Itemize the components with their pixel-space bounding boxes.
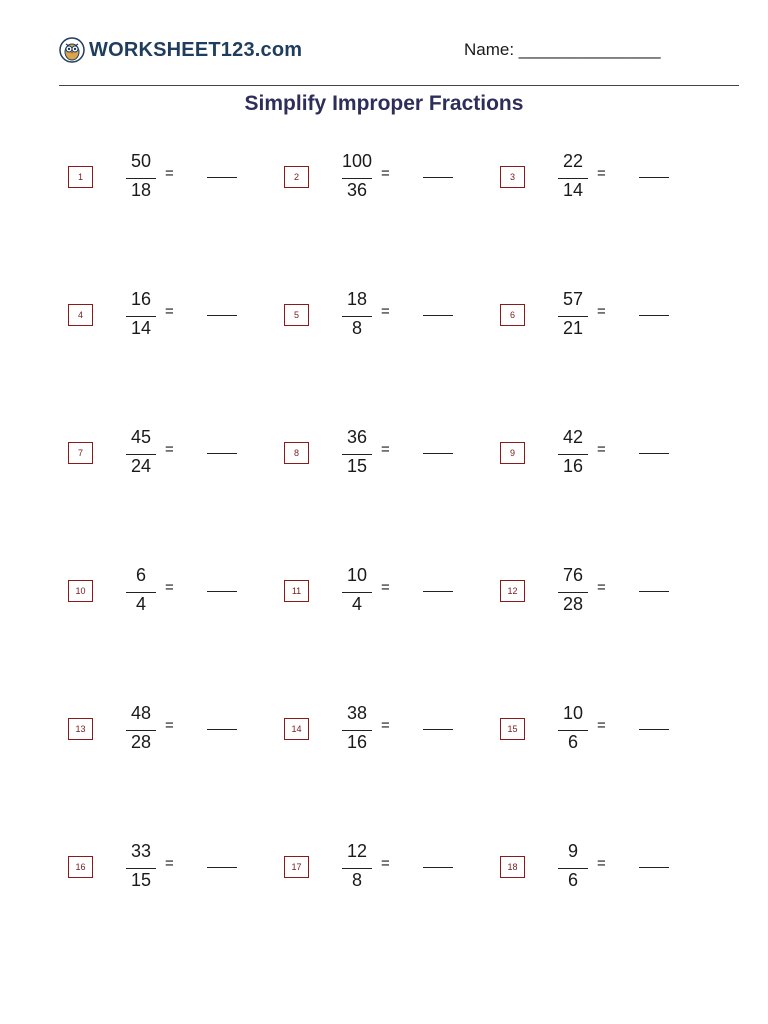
problem-item [500,286,700,346]
equals-sign: = [165,441,174,458]
equals-sign: = [597,579,606,596]
denominator: 16 [346,732,368,752]
fraction [554,562,592,622]
denominator: 36 [346,180,368,200]
numerator: 22 [562,151,584,171]
fraction [122,424,160,484]
numerator: 33 [130,841,152,861]
page-title: Simplify Improper Fractions [244,92,524,115]
denominator: 8 [351,318,362,338]
problem-item [284,148,484,208]
equals-sign: = [165,303,174,320]
problem-number: 9 [500,442,525,464]
numerator: 12 [346,841,368,861]
equals-sign: = [381,303,390,320]
logo[interactable] [59,36,302,64]
equals-sign: = [165,855,174,872]
fraction [554,700,592,760]
answer-blank[interactable] [207,867,237,868]
equals-sign: = [165,717,174,734]
logo-text: WORKSHEET123.com [89,38,303,61]
problem-item [500,700,700,760]
fraction-bar [126,178,156,179]
fraction-bar [126,730,156,731]
problem-item [500,148,700,208]
equals-sign: = [381,165,390,182]
header-divider [59,85,739,86]
owl-icon [59,37,85,63]
problem-item [284,562,484,622]
fraction-bar [342,178,372,179]
problem-number: 11 [284,580,309,602]
problem-number: 8 [284,442,309,464]
numerator: 9 [567,841,578,861]
equals-sign: = [381,717,390,734]
numerator: 10 [562,703,584,723]
answer-blank[interactable] [423,729,453,730]
denominator: 15 [346,456,368,476]
denominator: 24 [130,456,152,476]
answer-blank[interactable] [207,315,237,316]
header [59,30,739,70]
fraction-bar [342,730,372,731]
answer-blank[interactable] [423,453,453,454]
equals-sign: = [597,165,606,182]
problem-number: 14 [284,718,309,740]
equals-sign: = [597,717,606,734]
name-field: Name: _______________ [464,40,661,59]
problem-item [68,700,268,760]
fraction [122,562,160,622]
fraction-bar [558,868,588,869]
answer-blank[interactable] [207,729,237,730]
problem-number: 10 [68,580,93,602]
answer-blank[interactable] [423,315,453,316]
problem-number: 12 [500,580,525,602]
problem-item [284,838,484,898]
fraction [122,700,160,760]
numerator: 42 [562,427,584,447]
denominator: 14 [130,318,152,338]
denominator: 8 [351,870,362,890]
problem-number: 17 [284,856,309,878]
fraction-bar [342,454,372,455]
denominator: 14 [562,180,584,200]
problem-number: 7 [68,442,93,464]
answer-blank[interactable] [639,453,669,454]
numerator: 16 [130,289,152,309]
denominator: 4 [135,594,146,614]
problem-number: 18 [500,856,525,878]
fraction [338,286,376,346]
numerator: 57 [562,289,584,309]
denominator: 6 [567,870,578,890]
fraction [338,148,376,208]
equals-sign: = [165,579,174,596]
numerator: 48 [130,703,152,723]
equals-sign: = [597,855,606,872]
equals-sign: = [381,579,390,596]
problem-number: 6 [500,304,525,326]
problem-item [284,424,484,484]
answer-blank[interactable] [423,867,453,868]
fraction [122,148,160,208]
equals-sign: = [597,441,606,458]
numerator: 76 [562,565,584,585]
equals-sign: = [165,165,174,182]
numerator: 45 [130,427,152,447]
fraction [554,838,592,898]
numerator: 10 [346,565,368,585]
answer-blank[interactable] [639,729,669,730]
answer-blank[interactable] [423,177,453,178]
fraction [554,424,592,484]
problem-item [68,286,268,346]
fraction-bar [558,316,588,317]
fraction-bar [126,592,156,593]
denominator: 4 [351,594,362,614]
problem-number: 16 [68,856,93,878]
fraction [338,700,376,760]
answer-blank[interactable] [639,591,669,592]
problem-item [500,562,700,622]
problem-number: 1 [68,166,93,188]
problem-item [68,148,268,208]
fraction-bar [558,592,588,593]
fraction-bar [126,454,156,455]
denominator: 28 [562,594,584,614]
denominator: 16 [562,456,584,476]
fraction [338,424,376,484]
answer-blank[interactable] [207,177,237,178]
fraction [122,286,160,346]
fraction [554,286,592,346]
numerator: 36 [346,427,368,447]
problem-item [68,838,268,898]
fraction-bar [342,592,372,593]
problem-number: 2 [284,166,309,188]
problem-number: 13 [68,718,93,740]
numerator: 18 [346,289,368,309]
denominator: 18 [130,180,152,200]
equals-sign: = [381,855,390,872]
problem-item [284,286,484,346]
numerator: 50 [130,151,152,171]
fraction-bar [558,454,588,455]
problem-number: 5 [284,304,309,326]
answer-blank[interactable] [207,453,237,454]
numerator: 100 [341,151,373,171]
denominator: 6 [567,732,578,752]
fraction-bar [126,316,156,317]
problem-item [68,562,268,622]
problem-item [500,838,700,898]
denominator: 21 [562,318,584,338]
fraction-bar [342,316,372,317]
denominator: 28 [130,732,152,752]
fraction [338,562,376,622]
problem-number: 3 [500,166,525,188]
denominator: 15 [130,870,152,890]
answer-blank[interactable] [639,315,669,316]
equals-sign: = [597,303,606,320]
problem-item [68,424,268,484]
fraction-bar [126,868,156,869]
fraction-bar [342,868,372,869]
answer-blank[interactable] [639,867,669,868]
problem-item [284,700,484,760]
fraction-bar [558,178,588,179]
fraction [122,838,160,898]
fraction-bar [558,730,588,731]
answer-blank[interactable] [423,591,453,592]
answer-blank[interactable] [639,177,669,178]
fraction [338,838,376,898]
numerator: 6 [135,565,146,585]
answer-blank[interactable] [207,591,237,592]
problem-number: 4 [68,304,93,326]
problem-number: 15 [500,718,525,740]
numerator: 38 [346,703,368,723]
equals-sign: = [381,441,390,458]
problem-item [500,424,700,484]
fraction [554,148,592,208]
